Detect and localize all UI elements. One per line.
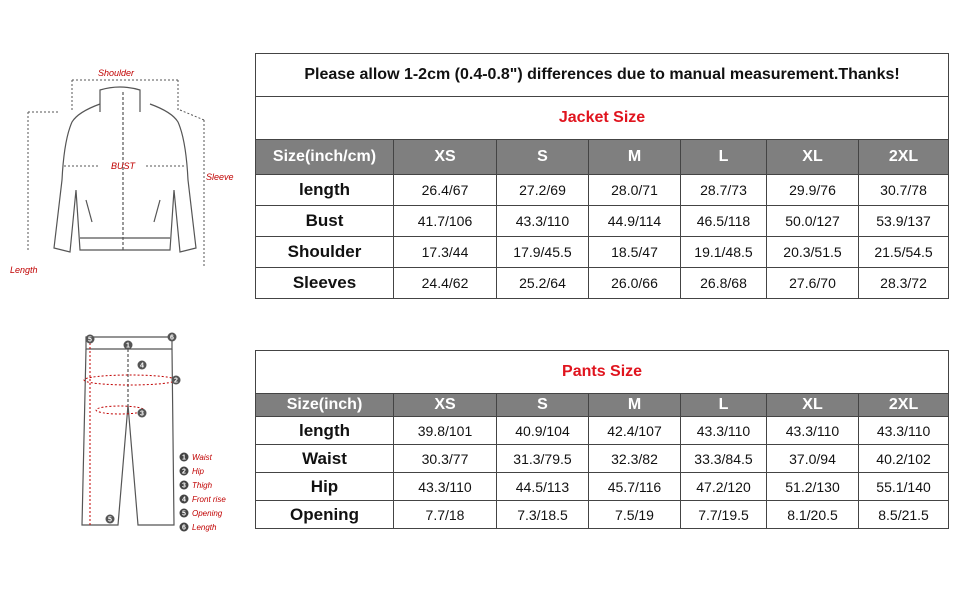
pants-title-row [256,351,949,394]
table-cell: 18.5/47 [589,237,681,268]
table-cell: 7.7/19.5 [681,501,767,529]
table-cell: 26.0/66 [589,268,681,299]
pants-diagram [0,325,250,540]
svg-text:4: 4 [182,496,186,504]
svg-text:Length: Length [192,523,217,532]
table-cell: 45.7/116 [589,473,681,501]
header-cell: Size(inch) [256,394,394,417]
table-cell: 20.3/51.5 [767,237,859,268]
row-label: Waist [256,445,394,473]
table-row [256,175,949,206]
svg-text:5: 5 [182,510,186,518]
marker-b [168,333,177,342]
table-cell: 47.2/120 [681,473,767,501]
header-cell: XS [394,394,497,417]
table-cell: 28.0/71 [589,175,681,206]
table-row [256,501,949,529]
table-cell: 31.3/79.5 [497,445,589,473]
table-cell: 27.2/69 [497,175,589,206]
legend-item [180,453,213,463]
row-label: Hip [256,473,394,501]
table-row [256,417,949,445]
table-cell: 43.3/110 [681,417,767,445]
table-cell: 28.7/73 [681,175,767,206]
table-cell: 55.1/140 [859,473,949,501]
svg-text:4: 4 [140,362,144,370]
table-row [256,268,949,299]
notice-row [256,54,949,97]
pants-title: Pants Size [256,351,949,394]
table-row [256,237,949,268]
table-cell: 40.2/102 [859,445,949,473]
marker-a [86,335,95,344]
table-cell: 43.3/110 [767,417,859,445]
svg-text:2: 2 [182,468,186,476]
header-cell: M [589,140,681,175]
svg-text:Waist: Waist [192,453,212,462]
row-label: Opening [256,501,394,529]
svg-text:5: 5 [88,336,92,344]
svg-text:1: 1 [126,342,130,350]
table-cell: 44.5/113 [497,473,589,501]
jacket-title: Jacket Size [256,97,949,140]
table-cell: 40.9/104 [497,417,589,445]
table-cell: 30.7/78 [859,175,949,206]
legend-item [180,495,227,505]
table-cell: 46.5/118 [681,206,767,237]
marker-g [106,515,115,524]
jacket-header-row [256,140,949,175]
header-cell: M [589,394,681,417]
row-label: length [256,417,394,445]
table-cell: 21.5/54.5 [859,237,949,268]
jacket-title-row [256,97,949,140]
svg-text:Thigh: Thigh [192,481,213,490]
row-label: Bust [256,206,394,237]
row-label: Shoulder [256,237,394,268]
row-label: length [256,175,394,206]
table-cell: 43.3/110 [394,473,497,501]
pants-header-row [256,394,949,417]
length-measure [28,112,60,252]
header-cell: 2XL [859,394,949,417]
legend-item [180,523,218,533]
header-cell: XS [394,140,497,175]
table-cell: 17.3/44 [394,237,497,268]
svg-text:6: 6 [170,334,174,342]
svg-text:Hip: Hip [192,467,205,476]
table-cell: 8.5/21.5 [859,501,949,529]
jacket-size-table [255,53,949,299]
svg-text:3: 3 [140,410,144,418]
table-cell: 53.9/137 [859,206,949,237]
marker-f [138,409,147,418]
table-cell: 7.5/19 [589,501,681,529]
table-row [256,445,949,473]
pants-outline [82,334,174,525]
svg-text:3: 3 [182,482,186,490]
table-cell: 37.0/94 [767,445,859,473]
table-cell: 39.8/101 [394,417,497,445]
table-cell: 51.2/130 [767,473,859,501]
marker-d [138,361,147,370]
table-cell: 33.3/84.5 [681,445,767,473]
table-cell: 32.3/82 [589,445,681,473]
table-row [256,473,949,501]
marker-c [124,341,133,350]
table-cell: 26.8/68 [681,268,767,299]
table-cell: 42.4/107 [589,417,681,445]
row-label: Sleeves [256,268,394,299]
table-cell: 26.4/67 [394,175,497,206]
length-label: Length [10,265,38,275]
sleeve-measure [180,110,204,268]
table-cell: 19.1/48.5 [681,237,767,268]
svg-text:Front rise: Front rise [192,495,226,504]
table-cell: 43.3/110 [859,417,949,445]
table-cell: 25.2/64 [497,268,589,299]
table-cell: 27.6/70 [767,268,859,299]
header-cell: L [681,394,767,417]
table-cell: 17.9/45.5 [497,237,589,268]
table-row [256,206,949,237]
table-cell: 30.3/77 [394,445,497,473]
svg-text:2: 2 [174,377,178,385]
table-cell: 50.0/127 [767,206,859,237]
table-cell: 8.1/20.5 [767,501,859,529]
svg-text:1: 1 [182,454,186,462]
header-cell: S [497,394,589,417]
table-cell: 7.7/18 [394,501,497,529]
pants-size-table [255,350,949,529]
table-cell: 29.9/76 [767,175,859,206]
pants-legend [180,453,227,533]
header-cell: S [497,140,589,175]
table-cell: 7.3/18.5 [497,501,589,529]
legend-item [180,467,205,477]
legend-item [180,509,223,519]
table-cell: 44.9/114 [589,206,681,237]
svg-text:5: 5 [108,516,112,524]
header-cell: XL [767,140,859,175]
shoulder-label: Shoulder [97,68,135,78]
bust-label: BUST [110,161,136,171]
jacket-diagram [0,60,250,285]
shoulder-measure [72,80,178,110]
sleeve-label: Sleeve [206,172,234,182]
header-cell: 2XL [859,140,949,175]
legend-item [180,481,213,491]
header-cell: XL [767,394,859,417]
measurement-notice: Please allow 1-2cm (0.4-0.8") differences due to manual measurement.Thanks! [256,54,949,97]
marker-e [172,376,181,385]
svg-text:6: 6 [182,524,186,532]
header-cell: Size(inch/cm) [256,140,394,175]
header-cell: L [681,140,767,175]
svg-text:Opening: Opening [192,509,223,518]
table-cell: 41.7/106 [394,206,497,237]
table-cell: 28.3/72 [859,268,949,299]
table-cell: 43.3/110 [497,206,589,237]
table-cell: 24.4/62 [394,268,497,299]
